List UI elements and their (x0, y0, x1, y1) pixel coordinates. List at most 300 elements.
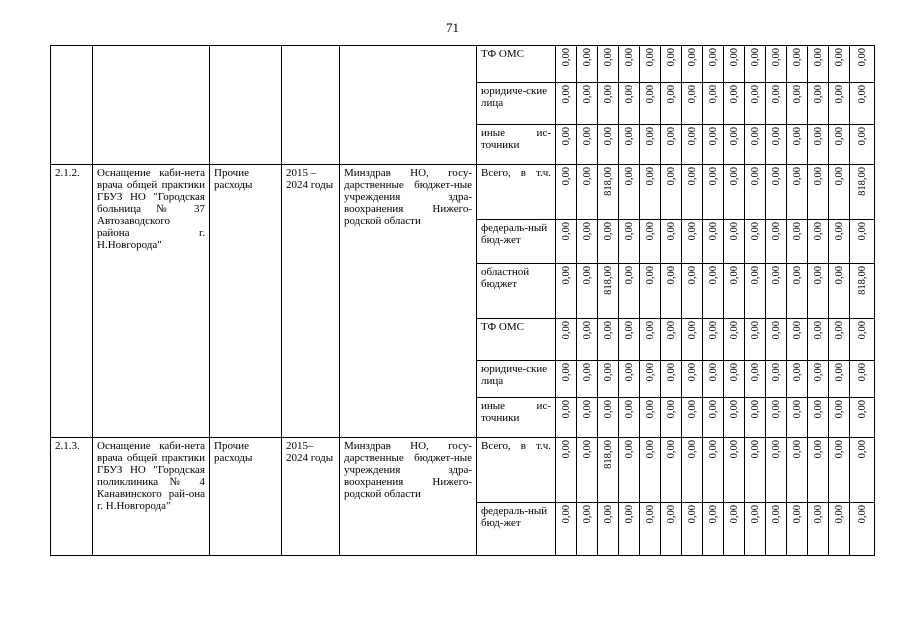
value-cell (787, 220, 808, 264)
value-text: 0,00 (623, 222, 635, 241)
value-cell (724, 220, 745, 264)
value-text: 0,00 (749, 222, 761, 241)
value-cell (766, 220, 787, 264)
value-cell (598, 220, 619, 264)
value-text: 0,00 (602, 127, 614, 146)
value-cell (829, 83, 850, 125)
value-cell (745, 398, 766, 438)
value-text: 0,00 (686, 85, 698, 104)
value-cell (745, 319, 766, 361)
value-cell (577, 220, 598, 264)
value-cell (556, 398, 577, 438)
value-cell (787, 264, 808, 319)
value-text: 0,00 (560, 222, 572, 241)
value-cell (661, 438, 682, 503)
table-row (51, 46, 875, 83)
value-cell (766, 319, 787, 361)
value-text: 0,00 (833, 440, 845, 459)
value-cell (703, 165, 724, 220)
value-text: 0,00 (581, 505, 593, 524)
value-cell (556, 264, 577, 319)
value-text: 0,00 (644, 127, 656, 146)
value-cell (829, 46, 850, 83)
value-cell (724, 264, 745, 319)
funding-source: иные ис-точники (477, 125, 556, 165)
value-text: 0,00 (581, 127, 593, 146)
value-text: 0,00 (665, 48, 677, 67)
value-cell (577, 83, 598, 125)
value-cell (577, 438, 598, 503)
value-cell (829, 165, 850, 220)
value-cell (766, 361, 787, 398)
value-cell (850, 503, 875, 556)
value-text: 0,00 (728, 440, 740, 459)
value-cell (556, 220, 577, 264)
value-cell (724, 361, 745, 398)
value-cell (703, 503, 724, 556)
value-cell (850, 319, 875, 361)
value-text: 0,00 (791, 48, 803, 67)
value-text: 0,00 (728, 48, 740, 67)
value-text: 0,00 (602, 363, 614, 382)
value-cell (556, 83, 577, 125)
value-cell (745, 165, 766, 220)
value-cell (829, 361, 850, 398)
value-text: 0,00 (728, 127, 740, 146)
table-row (51, 438, 875, 503)
value-cell (703, 319, 724, 361)
value-cell (577, 319, 598, 361)
value-cell (577, 361, 598, 398)
value-cell (661, 165, 682, 220)
value-text: 0,00 (707, 440, 719, 459)
value-cell (619, 503, 640, 556)
row-period: 2015– 2024 годы (282, 438, 340, 556)
value-text: 0,00 (707, 167, 719, 186)
funding-source: иные ис-точники (477, 398, 556, 438)
value-text: 0,00 (686, 127, 698, 146)
value-text: 0,00 (602, 85, 614, 104)
value-text: 0,00 (856, 127, 868, 146)
value-text: 0,00 (686, 363, 698, 382)
value-text: 0,00 (665, 400, 677, 419)
value-cell (640, 319, 661, 361)
value-text: 0,00 (749, 266, 761, 285)
value-cell (598, 438, 619, 503)
value-cell (829, 319, 850, 361)
page-number: 71 (446, 20, 459, 35)
row-code: 2.1.2. (51, 165, 93, 438)
value-text: 818,00 (602, 167, 614, 196)
value-text: 0,00 (665, 321, 677, 340)
value-cell (577, 46, 598, 83)
value-cell (598, 165, 619, 220)
value-text: 818,00 (602, 440, 614, 469)
value-text: 0,00 (644, 48, 656, 67)
value-text: 0,00 (770, 505, 782, 524)
value-cell (787, 503, 808, 556)
value-cell (808, 503, 829, 556)
value-text: 0,00 (623, 48, 635, 67)
value-cell (661, 220, 682, 264)
value-text: 0,00 (833, 363, 845, 382)
value-text: 0,00 (812, 363, 824, 382)
value-cell (808, 46, 829, 83)
value-cell (703, 220, 724, 264)
value-text: 0,00 (812, 127, 824, 146)
value-text: 0,00 (833, 85, 845, 104)
value-text: 0,00 (812, 48, 824, 67)
value-text: 0,00 (791, 505, 803, 524)
value-text: 0,00 (833, 127, 845, 146)
value-cell (703, 83, 724, 125)
value-text: 0,00 (791, 400, 803, 419)
value-cell (577, 398, 598, 438)
value-cell (766, 503, 787, 556)
value-cell (829, 125, 850, 165)
value-text: 0,00 (560, 266, 572, 285)
value-text: 0,00 (560, 127, 572, 146)
value-cell (577, 503, 598, 556)
value-text: 0,00 (686, 222, 698, 241)
row-period: 2015 – 2024 годы (282, 165, 340, 438)
value-cell (829, 503, 850, 556)
value-cell (661, 125, 682, 165)
value-text: 0,00 (749, 321, 761, 340)
value-text: 0,00 (749, 505, 761, 524)
value-cell (556, 165, 577, 220)
value-text: 0,00 (686, 505, 698, 524)
value-cell (598, 125, 619, 165)
value-text: 0,00 (623, 321, 635, 340)
value-text: 0,00 (728, 85, 740, 104)
value-text: 0,00 (644, 266, 656, 285)
value-text: 0,00 (707, 222, 719, 241)
value-text: 0,00 (770, 440, 782, 459)
value-text: 0,00 (623, 127, 635, 146)
value-text: 0,00 (623, 363, 635, 382)
value-text: 0,00 (770, 363, 782, 382)
value-text: 0,00 (728, 505, 740, 524)
value-text: 0,00 (686, 321, 698, 340)
funding-source: Всего, в т.ч. (477, 438, 556, 503)
value-cell (808, 165, 829, 220)
value-text: 0,00 (812, 321, 824, 340)
value-cell (640, 398, 661, 438)
value-text: 0,00 (665, 266, 677, 285)
value-cell (787, 46, 808, 83)
value-cell (598, 83, 619, 125)
value-text: 0,00 (560, 167, 572, 186)
value-cell (640, 165, 661, 220)
row-executor: Минздрав НО, госу-дарственные бюджет-ные учреждения здра-воохранения Нижего-родской области (340, 165, 477, 438)
value-text: 0,00 (791, 266, 803, 285)
value-cell (556, 361, 577, 398)
value-text: 0,00 (791, 127, 803, 146)
value-cell (640, 438, 661, 503)
value-text: 0,00 (686, 266, 698, 285)
value-cell (745, 46, 766, 83)
value-text: 818,00 (602, 266, 614, 295)
value-cell (850, 165, 875, 220)
funding-source: Всего, в т.ч. (477, 165, 556, 220)
value-cell (661, 264, 682, 319)
value-text: 0,00 (581, 440, 593, 459)
value-cell (745, 125, 766, 165)
value-text: 0,00 (707, 85, 719, 104)
value-cell (850, 361, 875, 398)
funding-source: федераль-ный бюд-жет (477, 220, 556, 264)
value-cell (850, 46, 875, 83)
value-cell (556, 319, 577, 361)
value-cell (829, 220, 850, 264)
value-cell (577, 264, 598, 319)
value-cell (661, 83, 682, 125)
value-text: 0,00 (770, 321, 782, 340)
value-cell (808, 438, 829, 503)
value-text: 0,00 (833, 321, 845, 340)
value-text: 0,00 (665, 85, 677, 104)
value-text: 0,00 (602, 505, 614, 524)
value-text: 0,00 (856, 363, 868, 382)
value-cell (703, 264, 724, 319)
value-text: 0,00 (728, 167, 740, 186)
value-text: 0,00 (707, 48, 719, 67)
value-text: 0,00 (581, 222, 593, 241)
value-cell (682, 125, 703, 165)
value-cell (619, 165, 640, 220)
value-text: 0,00 (728, 363, 740, 382)
budget-table (50, 45, 875, 556)
value-cell (766, 165, 787, 220)
row-executor (340, 46, 477, 165)
value-text: 0,00 (791, 222, 803, 241)
value-cell (619, 438, 640, 503)
value-cell (787, 361, 808, 398)
value-cell (619, 46, 640, 83)
value-cell (787, 319, 808, 361)
value-cell (682, 165, 703, 220)
value-text: 0,00 (644, 440, 656, 459)
value-cell (556, 438, 577, 503)
value-text: 0,00 (602, 48, 614, 67)
value-text: 0,00 (770, 127, 782, 146)
value-text: 0,00 (560, 48, 572, 67)
row-executor: Минздрав НО, госу-дарственные бюджет-ные учреждения здра-воохранения Нижего-родской области (340, 438, 477, 556)
value-text: 0,00 (644, 363, 656, 382)
value-text: 0,00 (707, 321, 719, 340)
value-cell (850, 83, 875, 125)
value-text: 818,00 (856, 266, 868, 295)
value-cell (766, 438, 787, 503)
value-cell (703, 125, 724, 165)
value-cell (556, 503, 577, 556)
value-cell (808, 398, 829, 438)
value-text: 0,00 (665, 167, 677, 186)
value-text: 0,00 (812, 85, 824, 104)
value-cell (640, 220, 661, 264)
value-text: 0,00 (833, 48, 845, 67)
value-text: 0,00 (749, 363, 761, 382)
value-cell (766, 264, 787, 319)
value-cell (577, 165, 598, 220)
value-text: 0,00 (833, 222, 845, 241)
value-text: 0,00 (856, 222, 868, 241)
value-text: 0,00 (812, 505, 824, 524)
value-cell (682, 438, 703, 503)
value-text: 0,00 (602, 400, 614, 419)
value-cell (808, 319, 829, 361)
value-text: 0,00 (749, 440, 761, 459)
value-text: 0,00 (644, 321, 656, 340)
value-cell (682, 361, 703, 398)
value-cell (745, 438, 766, 503)
funding-source: федераль-ный бюд-жет (477, 503, 556, 556)
value-text: 0,00 (686, 400, 698, 419)
value-text: 0,00 (856, 440, 868, 459)
value-text: 0,00 (602, 321, 614, 340)
row-period (282, 46, 340, 165)
value-cell (745, 264, 766, 319)
row-description (93, 46, 210, 165)
value-text: 0,00 (644, 222, 656, 241)
value-cell (682, 46, 703, 83)
row-code: 2.1.3. (51, 438, 93, 556)
value-cell (640, 125, 661, 165)
value-text: 0,00 (812, 440, 824, 459)
value-cell (808, 83, 829, 125)
value-text: 0,00 (581, 400, 593, 419)
row-description: Оснащение каби-нета врача общей практики ГБУЗ НО "Городская поликлиника № 4 Канавинского рай-она г. Н.Новгорода" (93, 438, 210, 556)
value-text: 0,00 (644, 400, 656, 419)
value-cell (787, 83, 808, 125)
value-text: 0,00 (644, 167, 656, 186)
value-cell (745, 503, 766, 556)
value-cell (682, 264, 703, 319)
value-text: 0,00 (749, 167, 761, 186)
value-cell (829, 264, 850, 319)
value-cell (850, 398, 875, 438)
value-text: 0,00 (833, 505, 845, 524)
value-cell (850, 220, 875, 264)
value-text: 0,00 (602, 222, 614, 241)
value-text: 0,00 (581, 167, 593, 186)
value-text: 0,00 (770, 48, 782, 67)
value-cell (619, 220, 640, 264)
value-text: 0,00 (707, 266, 719, 285)
value-text: 0,00 (856, 321, 868, 340)
value-cell (850, 438, 875, 503)
value-text: 0,00 (812, 222, 824, 241)
value-text: 0,00 (581, 363, 593, 382)
value-cell (787, 438, 808, 503)
value-cell (829, 438, 850, 503)
value-cell (661, 46, 682, 83)
value-text: 0,00 (812, 400, 824, 419)
row-expense-type: Прочие расходы (210, 438, 282, 556)
value-cell (829, 398, 850, 438)
value-text: 0,00 (707, 127, 719, 146)
value-text: 0,00 (581, 85, 593, 104)
value-cell (619, 264, 640, 319)
value-text: 0,00 (728, 266, 740, 285)
value-cell (724, 165, 745, 220)
value-text: 0,00 (623, 266, 635, 285)
value-cell (619, 319, 640, 361)
value-cell (703, 398, 724, 438)
value-cell (598, 398, 619, 438)
value-text: 0,00 (728, 321, 740, 340)
value-text: 0,00 (856, 505, 868, 524)
value-cell (850, 125, 875, 165)
value-cell (556, 46, 577, 83)
value-text: 0,00 (770, 167, 782, 186)
value-cell (724, 319, 745, 361)
value-text: 0,00 (770, 266, 782, 285)
value-text: 0,00 (623, 400, 635, 419)
table-row (51, 165, 875, 220)
value-cell (703, 438, 724, 503)
value-text: 0,00 (770, 85, 782, 104)
value-cell (682, 83, 703, 125)
value-cell (682, 220, 703, 264)
value-text: 0,00 (665, 440, 677, 459)
value-cell (619, 125, 640, 165)
value-text: 0,00 (749, 127, 761, 146)
value-text: 0,00 (856, 48, 868, 67)
value-text: 0,00 (791, 167, 803, 186)
funding-source: ТФ ОМС (477, 319, 556, 361)
value-text: 0,00 (665, 127, 677, 146)
value-text: 0,00 (665, 505, 677, 524)
value-text: 0,00 (770, 400, 782, 419)
value-text: 0,00 (856, 85, 868, 104)
value-cell (598, 361, 619, 398)
value-text: 0,00 (707, 363, 719, 382)
value-cell (640, 361, 661, 398)
value-text: 0,00 (623, 85, 635, 104)
value-cell (724, 503, 745, 556)
value-cell (766, 83, 787, 125)
value-text: 0,00 (728, 222, 740, 241)
value-text: 0,00 (623, 505, 635, 524)
funding-source: ТФ ОМС (477, 46, 556, 83)
value-text: 0,00 (623, 440, 635, 459)
value-text: 0,00 (560, 440, 572, 459)
funding-source: юридиче-ские лица (477, 361, 556, 398)
value-text: 818,00 (856, 167, 868, 196)
row-expense-type: Прочие расходы (210, 165, 282, 438)
value-text: 0,00 (833, 266, 845, 285)
value-cell (598, 264, 619, 319)
value-text: 0,00 (833, 167, 845, 186)
value-cell (724, 438, 745, 503)
value-text: 0,00 (581, 321, 593, 340)
value-cell (766, 125, 787, 165)
value-text: 0,00 (791, 440, 803, 459)
value-cell (661, 503, 682, 556)
value-cell (787, 165, 808, 220)
value-text: 0,00 (686, 440, 698, 459)
value-cell (850, 264, 875, 319)
value-cell (745, 83, 766, 125)
value-cell (619, 83, 640, 125)
value-cell (598, 503, 619, 556)
row-code (51, 46, 93, 165)
value-text: 0,00 (707, 400, 719, 419)
value-cell (682, 398, 703, 438)
value-text: 0,00 (812, 167, 824, 186)
